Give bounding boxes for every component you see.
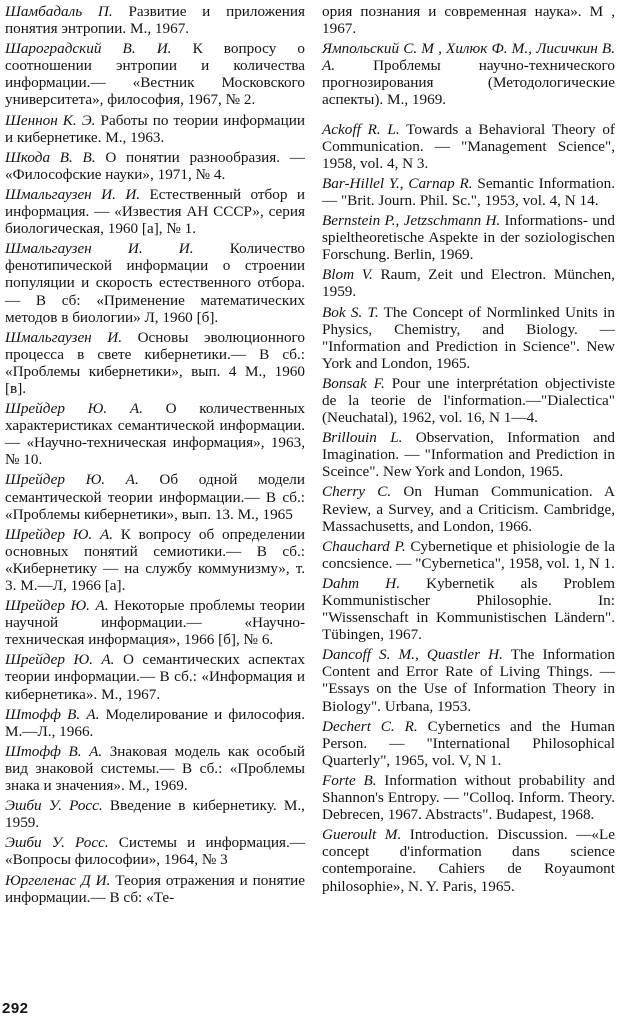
entry-text: The Information Content and Error Rate of Living Things. — "Essays on the Use of Information Theory in Biology". Urbana, 1953. <box>322 646 615 715</box>
bibliography-entry <box>5 3 305 37</box>
entry-author: Шрейдер Ю. А. <box>5 471 139 489</box>
entry-text: On Human Communication. A Review, a Survey, and a Criticism. Cambridge, Massachusetts, and London, 1966. <box>322 483 615 535</box>
entry-text: О семантических аспектах теории информации.— В сб.: «Информация и кибернетика». М., 1967. <box>5 651 305 703</box>
bibliography-entry <box>322 646 615 714</box>
entry-text: Системы и информация.— «Вопросы философии», 1964, № 3 <box>5 834 305 869</box>
entry-author: Шамбадаль П. <box>5 3 113 20</box>
entry-author: Forte B. <box>322 771 377 789</box>
bibliography-entry <box>5 149 305 183</box>
entry-author: Bonsak F. <box>322 374 385 392</box>
entry-text: Некоторые проблемы теории научной информации.— «Научно-техническая информация», 1966 [б], № 6. <box>5 597 305 649</box>
bibliography-entry <box>5 597 305 648</box>
entry-text: Проблемы научно-технического прогнозирования (Методологические аспекты). М., 1969. <box>322 57 615 109</box>
entry-author: Шеннон К. Э. <box>5 111 96 129</box>
entry-author: Ямпольский С. М , Хилюк Ф. М., Лисичкин В. А. <box>322 40 615 75</box>
entry-text: Observation, Information and Imagination. — "Information and Prediction in Sceince". New York and London, 1965. <box>322 429 616 481</box>
entry-text: Introduction. Discussion. —«Le concept d'information dans science contemporaine. Cahiers de Royaumont philosophie», N. Y. Paris, 1965. <box>322 826 615 895</box>
entry-text: К вопросу о соотношении энтропии и количества информации.— «Вестник Московского университета», философия, 1967, № 2. <box>5 40 305 109</box>
entry-author: Шкода В. В. <box>5 148 96 166</box>
entry-text: Естественный отбор и информация. — «Известия АН СССР», серия биологическая, 1960 [а], № 1. <box>5 185 305 238</box>
entry-author: Brillouin L. <box>322 429 403 447</box>
bibliography-entry <box>5 651 305 702</box>
entry-author: Bar-Hillel Y., Carnap R. <box>322 174 473 192</box>
entry-author: Штофф В. А. <box>5 742 103 760</box>
bibliography-entry <box>5 112 305 146</box>
entry-author: Dancoff S. M., Quastler H. <box>322 646 503 664</box>
entry-text: Towards a Behavioral Theory of Communication. — "Management Science", 1958, vol. 4, N 3. <box>322 120 615 172</box>
bibliography-entry <box>322 175 615 209</box>
entry-author: Gueroult M. <box>322 826 402 844</box>
bibliography-entry <box>5 40 305 108</box>
bibliography-entry <box>322 375 615 426</box>
bibliography-entry <box>5 329 305 397</box>
right-column <box>322 3 615 898</box>
entry-author: Bernstein P., Jetzschmann H. <box>322 212 501 230</box>
entry-author: Шрейдер Ю. А. <box>5 651 115 669</box>
bibliography-entry <box>5 471 305 522</box>
entry-author: Шрейдер Ю. А. <box>5 400 143 418</box>
entry-text: Kybernetik als Problem Kommunistischer Philosophie. In: "Wissenschaft in Kommunistischen Ländern". Tübingen, 1967. <box>322 574 615 644</box>
bibliography-entry <box>322 40 615 108</box>
entry-author: Эшби У. Росс. <box>5 834 109 852</box>
entry-text: Введение в кибернетику. М., 1959. <box>5 797 305 832</box>
bibliography-entry <box>322 212 615 263</box>
entry-text: Теория отражения и понятие информации.— В сб: «Те- <box>5 871 305 906</box>
bibliography-entry <box>322 429 615 480</box>
bibliography-entry <box>322 538 615 572</box>
bibliography-entry <box>322 3 615 37</box>
entry-text: Pour une interprétation objectiviste de la teorie de l'information.—"Dialectica" (Neuchatal), 1962, vol. 16, N 1—4. <box>322 374 615 427</box>
entry-author: Юргеленас Д И. <box>5 871 111 889</box>
bibliography-entry <box>5 186 305 237</box>
entry-text: The Concept of Normlinked Units in Physics, Chemistry, and Biology. — "Information and Prediction in Science". New York and London, 1965. <box>322 303 615 372</box>
bibliography-entry <box>322 718 615 769</box>
bibliography-entry <box>5 706 305 740</box>
bibliography-entry <box>322 483 615 534</box>
entry-text: О понятии разнообразия. — «Философские науки», 1971, № 4. <box>5 148 305 183</box>
entry-author: Chauchard P. <box>322 537 406 555</box>
entry-text: Informations- und spieltheoretische Aspekte in der soziologischen Forschung. Berlin, 1969. <box>322 212 615 264</box>
entry-text: Развитие и приложения понятия энтропии. М., 1967. <box>5 3 305 38</box>
entry-author: Штофф В. А. <box>5 705 100 723</box>
bibliography-entry <box>5 797 305 831</box>
entry-text: О количественных характеристиках семантической информации. — «Научно-техническая информация», 1963, № 10. <box>5 400 305 469</box>
bibliography-entry <box>5 526 305 594</box>
entry-author: Шарогрaдский В. И. <box>5 40 172 58</box>
bibliography-entry <box>322 304 615 372</box>
bibliography-entry <box>322 826 615 894</box>
bibliography-entry <box>5 400 305 468</box>
bibliography-entry <box>5 872 305 906</box>
entry-text: Знаковая модель как особый вид знаковой системы.— В сб.: «Проблемы знака и значения». М., 1969. <box>5 742 306 795</box>
entry-author: Шмальгаузен И. <box>5 328 123 346</box>
entry-author: Шмальгаузен И. И. <box>5 240 194 258</box>
entry-text: Cybernetique et phisiologie de la concsience. — "Cybernetica", 1958, vol. 1, N 1. <box>322 537 615 572</box>
bibliography-entry <box>322 121 615 172</box>
bibliography-entry <box>5 743 305 794</box>
page-number: 292 <box>2 1000 29 1017</box>
entry-text: Основы эволюционного процесса в свете кибернетики.— В сб.: «Проблемы кибернетики», вып. 4 М., 1960 [в]. <box>5 328 305 397</box>
entry-author: Шрейдер Ю. А. <box>5 597 109 615</box>
entry-text: Об одной модели семантической теории информации.— В сб.: «Проблемы кибернетики», вып. 13. М., 1965 <box>5 471 305 523</box>
entry-author: Blom V. <box>322 266 373 284</box>
entry-text: Моделирование и философия. М.—Л., 1966. <box>5 705 305 740</box>
entry-text: Raum, Zeit und Electron. München, 1959. <box>322 266 615 301</box>
entry-text: Cybernetics and the Human Person. — "International Philosophical Quarterly", 1965, vol. V, N 1. <box>322 717 615 769</box>
entry-author: Ackoff R. L. <box>322 120 400 138</box>
entry-text: Semantic Information. — "Brit. Journ. Phil. Sc.", 1953, vol. 4, N 14. <box>322 174 615 209</box>
entry-author: Bok S. T. <box>322 303 379 321</box>
entry-author: Шрейдер Ю. А. <box>5 525 114 543</box>
left-column <box>5 3 305 909</box>
entry-author: Dechert C. R. <box>322 717 418 735</box>
entry-text: Information without probability and Shannon's Entropy. — "Colloq. Inform. Theory. Debrecen, 1967. Abstracts". Budapest, 1968. <box>322 771 615 824</box>
entry-author: Шмальгаузен И. И. <box>5 185 141 203</box>
bibliography-entry <box>322 772 615 823</box>
bibliography-entry <box>322 266 615 300</box>
entry-text: Работы по теории информации и кибернетике. М., 1963. <box>5 111 305 146</box>
entry-text: Количество фенотипической информации о строении популяции и скорость естественного отбора.— В сб: «Применение математических методов в биологии» Л, 1960 [б]. <box>5 240 305 326</box>
bibliography-entry <box>5 240 305 325</box>
bibliography-entry <box>5 834 305 868</box>
entry-author: Cherry C. <box>322 483 392 501</box>
bibliography-entry <box>322 575 615 643</box>
entry-text: ория познания и современная наука». М , 1967. <box>322 3 615 38</box>
entry-author: Dahm H. <box>322 574 400 592</box>
entry-text: К вопросу об определении основных понятий семиотики.— В сб.: «Кибернетику — на службу коммунизму», т. 3. М.—Л, 1966 [а]. <box>5 525 305 594</box>
entry-author: Эшби У. Росс. <box>5 797 103 815</box>
